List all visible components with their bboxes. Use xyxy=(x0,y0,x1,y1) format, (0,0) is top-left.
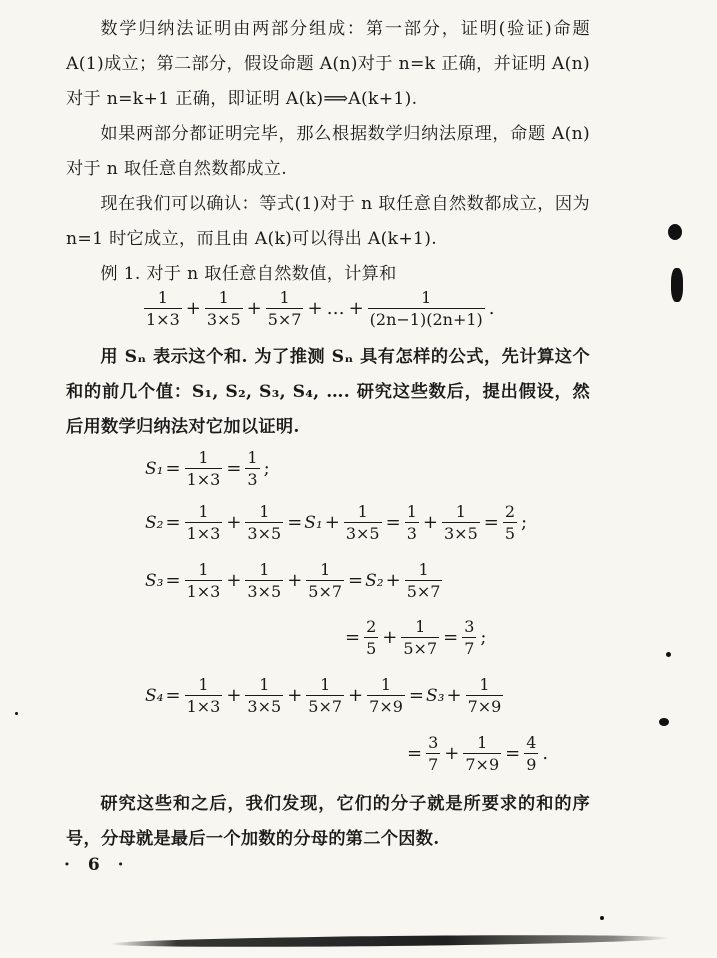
fraction: $\frac{3}{7}$ xyxy=(464,617,475,658)
fraction: $\frac{2}{5}$ xyxy=(366,617,377,658)
fraction: $\frac{1}{5\times 7}$ xyxy=(403,617,438,658)
fraction: $\frac{1}{5\times 7}$ xyxy=(267,288,302,329)
ink-blot xyxy=(659,718,669,726)
fraction: $\frac{1}{3\times 5}$ xyxy=(345,502,380,543)
paragraph-induction-conclusion: 如果两部分都证明完毕，那么根据数学归纳法原理，命题 A(n)对于 n 取任意自然数都成立. xyxy=(66,124,590,179)
fraction: $\frac{1}{1\times 3}$ xyxy=(186,675,221,716)
fraction: $\frac{1}{7\times 9}$ xyxy=(369,675,403,716)
fraction: $\frac{3}{7}$ xyxy=(428,733,439,774)
fraction: $\frac{1}{1\times 3}$ xyxy=(146,288,180,329)
fraction: $\frac{1}{3\times 5}$ xyxy=(247,502,282,543)
ink-blot xyxy=(15,712,18,715)
paragraph-confirmation: 现在我们可以确认：等式(1)对于 n 取任意自然数都成立，因为 n=1 时它成立，而且由 A(k)可以得出 A(k+1). xyxy=(66,194,590,249)
equation-s4-continued: = $\frac{3}{7}$ + $\frac{1}{7\times 9}$ = $\frac{4}{9}$ . xyxy=(407,733,549,774)
fraction: $\frac{1}{(2n-1)(2n+1)}$ xyxy=(369,288,483,329)
fraction: $\frac{1}{3\times 5}$ xyxy=(247,560,282,601)
fraction: $\frac{1}{1\times 3}$ xyxy=(186,448,221,489)
fraction: $\frac{1}{5\times 7}$ xyxy=(308,560,343,601)
ink-blot xyxy=(668,224,682,240)
equation-s2: S₂ = $\frac{1}{1\times 3}$ + $\frac{1}{3\times 5}$ = S₁ + $\frac{1}{3\times 5}$ = $\frac{1}{3}$ + $\frac{1}{3\times 5}$ = $\frac{2}{5}$ ; xyxy=(145,502,528,543)
equation-s3-continued: = $\frac{2}{5}$ + $\frac{1}{5\times 7}$ = $\frac{3}{7}$ ; xyxy=(345,617,487,658)
fraction: $\frac{1}{5\times 7}$ xyxy=(308,675,343,716)
bottom-smudge xyxy=(110,933,670,949)
paragraph-induction-definition: 数学归纳法证明由两部分组成：第一部分，证明(验证)命题 A(1)成立；第二部分，假设命题 A(n)对于 n=k 正确，并证明 A(n)对于 n=k+1 正确，即证明 A(k)⟹A(k+1). xyxy=(66,19,590,109)
fraction: $\frac{1}{7\times 9}$ xyxy=(467,675,502,716)
equation-s4: S₄ = $\frac{1}{1\times 3}$ + $\frac{1}{3\times 5}$ + $\frac{1}{5\times 7}$ + $\frac{1}{7\times 9}$ = S₃ + $\frac{1}{7\times 9}$ xyxy=(145,675,502,716)
ink-blot xyxy=(600,916,604,920)
fraction: $\frac{1}{3}$ xyxy=(406,502,417,543)
fraction: $\frac{4}{9}$ xyxy=(526,733,537,774)
fraction: $\frac{1}{3\times 5}$ xyxy=(443,502,478,543)
series-formula: $\frac{1}{1\times 3}$ + $\frac{1}{3\times 5}$ + $\frac{1}{5\times 7}$ + … + $\frac{1}{(2n-1)(2n+1)}$ . xyxy=(146,288,495,329)
ink-blot xyxy=(671,268,683,302)
fraction: $\frac{1}{3\times 5}$ xyxy=(206,288,241,329)
fraction: $\frac{1}{7\times 9}$ xyxy=(465,733,500,774)
fraction: $\frac{2}{5}$ xyxy=(504,502,516,543)
paragraph-observation: 研究这些和之后，我们发现，它们的分子就是所要求的和的序号，分母就是最后一个加数的分母的第二个因数. xyxy=(66,794,590,849)
fraction: $\frac{1}{1\times 3}$ xyxy=(186,502,221,543)
fraction: $\frac{1}{3\times 5}$ xyxy=(247,675,282,716)
paragraph-example-1: 例 1. 对于 n 取任意自然数值，计算和 xyxy=(100,264,397,284)
fraction: $\frac{1}{3}$ xyxy=(247,448,258,489)
fraction: $\frac{1}{1\times 3}$ xyxy=(186,560,221,601)
equation-s3: S₃ = $\frac{1}{1\times 3}$ + $\frac{1}{3\times 5}$ + $\frac{1}{5\times 7}$ = S₂ + $\frac{1}{5\times 7}$ xyxy=(145,560,441,601)
paragraph-notation-sn: 用 Sₙ 表示这个和. 为了推测 Sₙ 具有怎样的公式，先计算这个和的前几个值：S₁, S₂, S₃, S₄, …. 研究这些数后，提出假设，然后用数学归纳法对它加以证明. xyxy=(66,347,590,437)
fraction: $\frac{1}{5\times 7}$ xyxy=(406,560,441,601)
ink-blot xyxy=(666,652,671,657)
equation-s1: S₁ = $\frac{1}{1\times 3}$ = $\frac{1}{3}$ ; xyxy=(145,448,270,489)
page-number: · 6 · xyxy=(64,855,130,875)
